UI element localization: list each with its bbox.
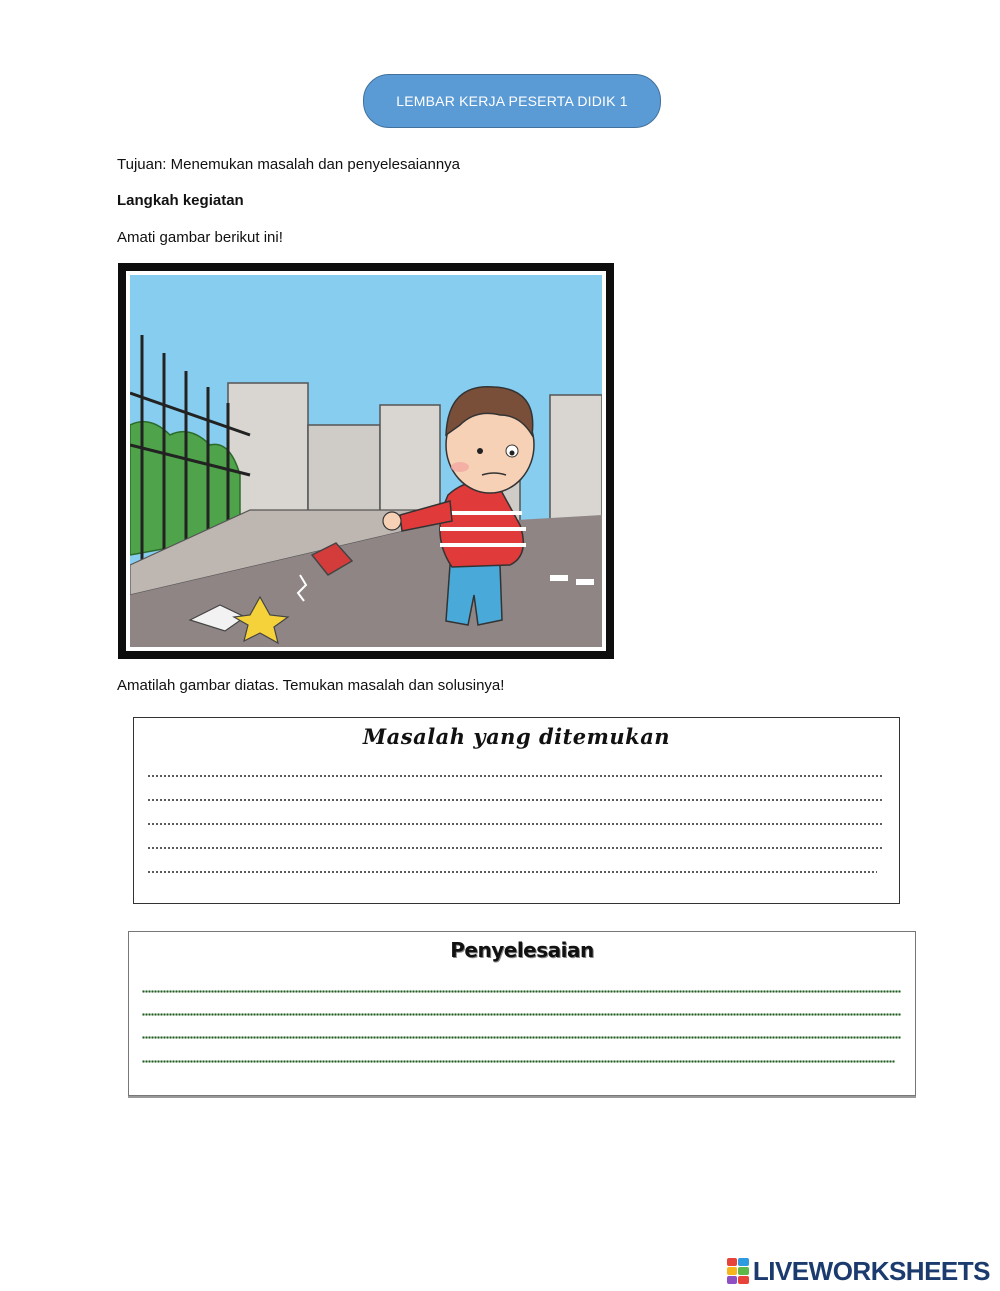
answer-line[interactable]: [147, 847, 883, 849]
answer-line[interactable]: [147, 823, 883, 825]
observe-instruction: Amati gambar berikut ini!: [117, 229, 283, 246]
problem-box-title: Masalah yang ditemukan: [362, 724, 671, 749]
answer-line[interactable]: [147, 799, 883, 801]
worksheet-title: LEMBAR KERJA PESERTA DIDIK 1: [396, 93, 628, 109]
answer-line[interactable]: [142, 1036, 901, 1039]
answer-line[interactable]: [147, 871, 877, 873]
brand-name: LIVEWORKSHEETS: [752, 1255, 990, 1286]
boy-littering-illustration: [118, 263, 614, 659]
illustration-svg: [130, 275, 602, 647]
worksheet-title-badge: [363, 74, 661, 128]
liveworksheets-brand: [727, 1256, 990, 1286]
task-instruction: Amatilah gambar diatas. Temukan masalah dan solusinya!: [117, 677, 505, 694]
solution-answer-box[interactable]: [128, 931, 916, 1096]
steps-heading: Langkah kegiatan: [117, 192, 244, 209]
answer-line[interactable]: [142, 1013, 901, 1016]
answer-line[interactable]: [142, 990, 901, 993]
answer-line[interactable]: [147, 775, 883, 777]
answer-line[interactable]: [142, 1060, 895, 1063]
solution-box-title: Penyelesaian: [450, 938, 594, 962]
goal-text: Tujuan: Menemukan masalah dan penyelesaiannya: [117, 156, 461, 173]
problem-answer-box[interactable]: [133, 717, 900, 904]
liveworksheets-logo-icon: [727, 1258, 749, 1284]
